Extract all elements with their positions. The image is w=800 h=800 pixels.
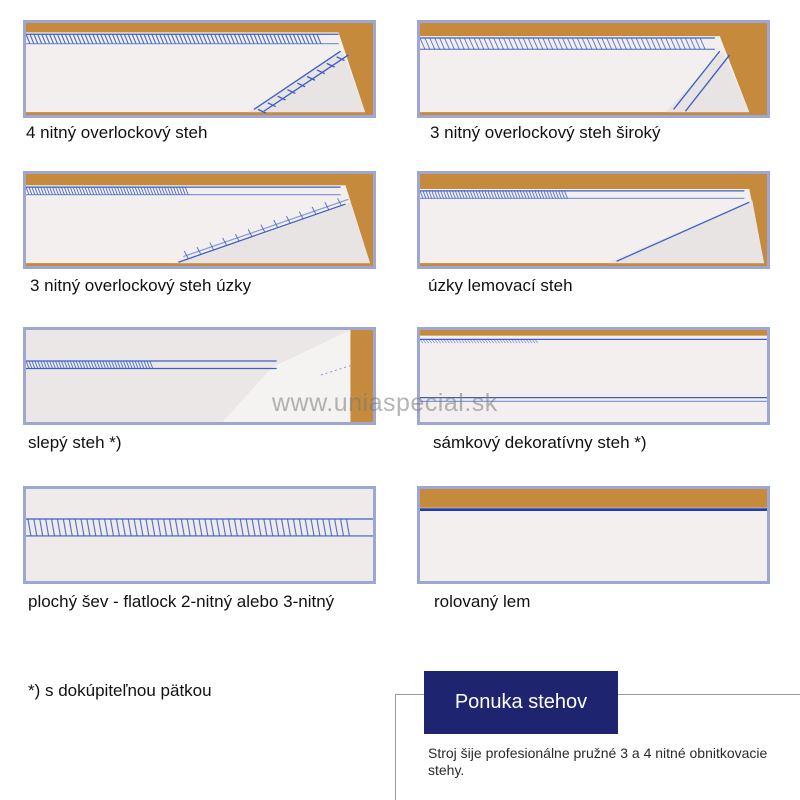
divider-line [395,694,396,800]
fabric-sample-image [420,489,767,581]
sample-3-thread-overlock-narrow [23,171,376,269]
sample-caption: 3 nitný overlockový steh široký [430,123,661,142]
sample-flatlock [23,486,376,584]
sample-3-thread-overlock-wide [417,20,770,118]
sample-narrow-hem [417,171,770,269]
fabric-sample-image [420,23,767,115]
sample-rolled-hem [417,486,770,584]
sample-caption: plochý šev - flatlock 2-nitný alebo 3-nitný [28,592,335,611]
fabric-sample-image [26,23,373,115]
sample-4-thread-overlock [23,20,376,118]
sample-caption: 4 nitný overlockový steh [26,123,208,142]
menu-description: Stroj šije profesionálne pružné 3 a 4 nitné obnitkovacie stehy. [428,745,768,778]
sample-caption: rolovaný lem [434,592,531,611]
watermark: www.uniaspecial.sk [272,389,498,417]
fabric-sample-image [420,174,767,266]
fabric-sample-image [26,174,373,266]
menu-title-box [424,671,618,734]
sample-caption: úzky lemovací steh [428,276,573,295]
sample-caption: slepý steh *) [28,433,122,452]
sample-caption: sámkový dekoratívny steh *) [433,433,647,452]
sample-caption: 3 nitný overlockový steh úzky [30,276,252,295]
fabric-sample-image [26,489,373,581]
menu-title: Ponuka stehov [454,691,588,713]
footnote: *) s dokúpiteľnou pätkou [28,681,212,700]
